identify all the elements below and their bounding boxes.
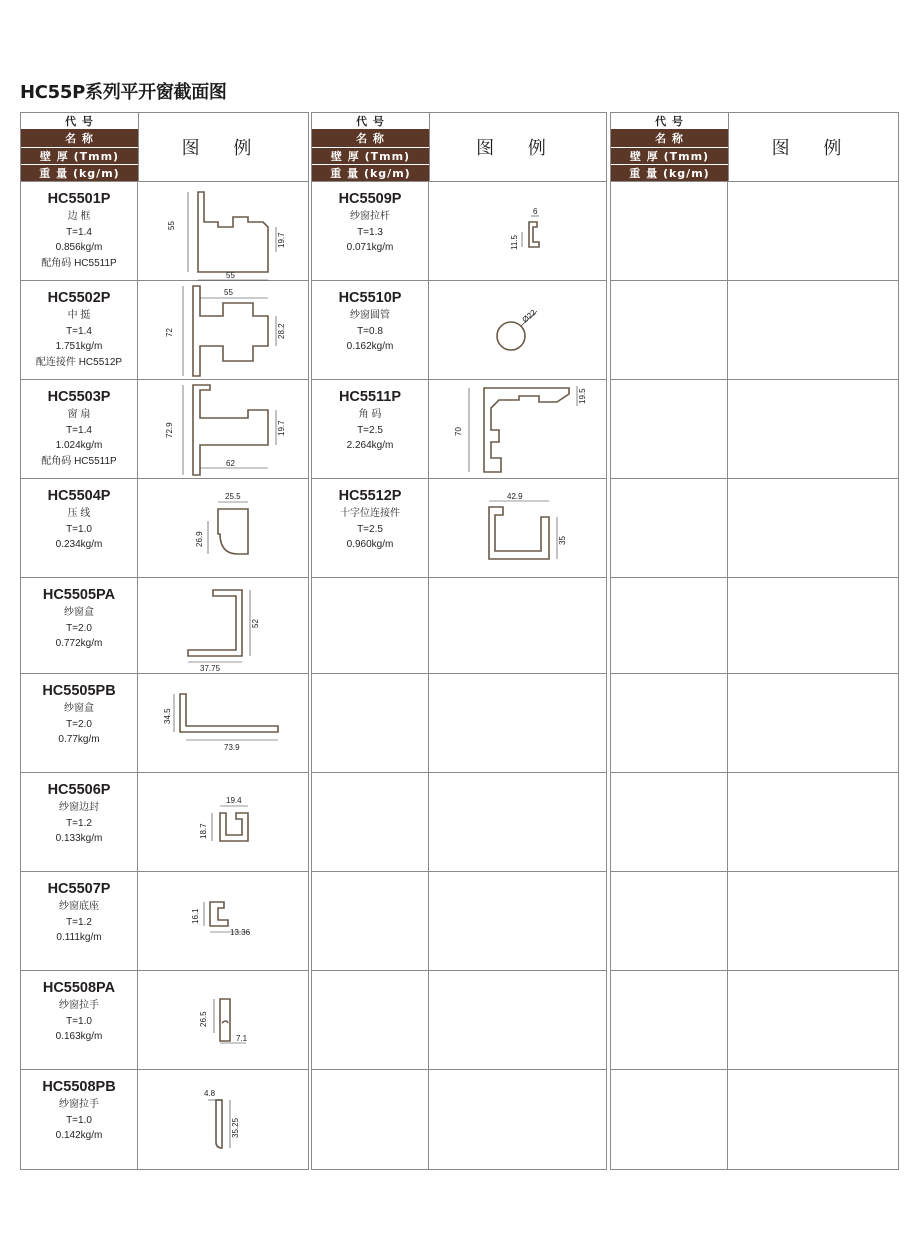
svg-text:26.5: 26.5 (199, 1011, 208, 1027)
profile-code: HC5503P (47, 389, 111, 405)
page-title: HC55P系列平开窗截面图 (20, 82, 227, 103)
profile-drawing-cell (429, 380, 606, 478)
profile-info-cell (21, 281, 138, 379)
table-row (21, 380, 308, 479)
profile-section-drawing (429, 380, 599, 479)
profile-code: HC5511P (338, 389, 402, 405)
header-weight: 重 量 (kg/m) (21, 165, 138, 181)
profile-thickness: T=1.0 (66, 1114, 92, 1126)
profile-info-cell (611, 281, 728, 379)
profile-section-drawing (138, 872, 308, 971)
profile-info-cell (21, 971, 138, 1069)
profile-thickness: T=1.4 (66, 325, 92, 337)
table-row (611, 281, 898, 380)
profile-section-drawing (138, 380, 308, 479)
profile-name: 纱窗拉手 (59, 1099, 99, 1110)
table-row (21, 182, 308, 281)
svg-text:55: 55 (224, 288, 233, 297)
table-row (611, 773, 898, 872)
profile-name: 纱窗边封 (59, 802, 99, 813)
table-row (312, 479, 606, 578)
profile-name: 纱窗盒 (64, 607, 94, 618)
profile-section-drawing (429, 182, 599, 281)
profile-info-cell (312, 578, 429, 673)
profile-drawing-cell (138, 380, 308, 478)
profile-weight: 1.024kg/m (55, 440, 103, 451)
profile-section-drawing (138, 578, 308, 674)
profile-info-cell (312, 674, 429, 772)
profile-info-cell (21, 479, 138, 577)
table-row (21, 872, 308, 971)
profile-weight: 0.234kg/m (55, 539, 103, 550)
profile-info-cell (312, 1070, 429, 1169)
profile-accessory: 配角码 HC5511P (41, 257, 117, 269)
profile-name: 窗 扇 (67, 409, 91, 420)
profile-accessory: 配连接件 HC5512P (35, 356, 123, 368)
profile-section-drawing (429, 479, 599, 578)
profile-name: 中 挺 (67, 310, 91, 321)
profile-drawing-cell (429, 1070, 606, 1169)
header-thickness: 壁 厚 (Tmm) (21, 148, 138, 165)
profile-name: 纱窗盒 (64, 703, 94, 714)
profile-info-cell (21, 773, 138, 871)
profile-weight: 0.77kg/m (58, 734, 100, 745)
profile-thickness: T=2.5 (357, 424, 383, 436)
header-name: 名 称 (312, 130, 429, 147)
profile-info-cell (312, 182, 429, 280)
profile-drawing-cell (728, 182, 898, 280)
profile-weight: 0.960kg/m (346, 539, 394, 550)
profile-thickness: T=0.8 (357, 325, 383, 337)
svg-text:35: 35 (558, 536, 567, 545)
profile-thickness: T=2.5 (357, 523, 383, 535)
table-row (312, 971, 606, 1070)
header-thickness: 壁 厚 (Tmm) (312, 148, 429, 165)
profile-info-cell (312, 479, 429, 577)
profile-info-cell (611, 182, 728, 280)
profile-weight: 1.751kg/m (55, 341, 103, 352)
svg-text:34.5: 34.5 (163, 708, 172, 724)
profile-section-drawing (138, 1070, 308, 1169)
table-header (312, 113, 606, 182)
profile-weight: 0.772kg/m (55, 638, 103, 649)
profile-drawing-cell (728, 1070, 898, 1169)
profile-thickness: T=1.3 (357, 226, 383, 238)
svg-text:72: 72 (165, 328, 174, 337)
profile-name: 纱窗拉手 (59, 1000, 99, 1011)
header-weight: 重 量 (kg/m) (312, 165, 429, 181)
table-header (21, 113, 308, 182)
profile-drawing-cell (728, 380, 898, 478)
profile-section-drawing (138, 674, 308, 773)
profile-weight: 0.111kg/m (56, 932, 102, 943)
svg-text:13.36: 13.36 (230, 928, 251, 937)
profile-info-cell (312, 380, 429, 478)
svg-text:4.8: 4.8 (204, 1089, 216, 1098)
profile-drawing-cell (728, 773, 898, 871)
table-group-1 (20, 112, 309, 1170)
profile-info-cell (21, 674, 138, 772)
profile-drawing-cell (728, 971, 898, 1069)
profile-section-drawing (138, 281, 308, 380)
table-row (312, 281, 606, 380)
profile-weight: 0.133kg/m (55, 833, 103, 844)
profile-drawing-cell (138, 773, 308, 871)
svg-text:55: 55 (167, 221, 176, 230)
profile-info-cell (611, 872, 728, 970)
profile-thickness: T=1.2 (66, 916, 92, 928)
profile-drawing-cell (429, 479, 606, 577)
profile-drawing-cell (728, 281, 898, 379)
svg-text:55: 55 (226, 271, 235, 280)
profile-name: 压 线 (67, 508, 91, 519)
profile-drawing-cell (728, 479, 898, 577)
svg-text:25.5: 25.5 (225, 492, 241, 501)
profile-thickness: T=2.0 (66, 622, 92, 634)
profile-info-cell (611, 773, 728, 871)
profile-accessory: 配角码 HC5511P (41, 455, 117, 467)
svg-text:62: 62 (226, 459, 235, 468)
profile-info-cell (611, 380, 728, 478)
profile-drawing-cell (728, 872, 898, 970)
svg-text:52: 52 (251, 619, 260, 628)
profile-section-drawing (429, 281, 599, 380)
profile-info-cell (312, 281, 429, 379)
profile-thickness: T=1.0 (66, 1015, 92, 1027)
profile-name: 纱窗拉杆 (350, 211, 390, 222)
table-row (312, 872, 606, 971)
profile-drawing-cell (138, 281, 308, 379)
profile-section-drawing (138, 971, 308, 1070)
table-row (611, 971, 898, 1070)
profile-drawing-cell (138, 971, 308, 1069)
profile-drawing-cell (429, 674, 606, 772)
profile-code: HC5504P (47, 488, 111, 504)
profile-name: 纱窗底座 (59, 901, 99, 912)
svg-text:6: 6 (533, 207, 538, 216)
profile-thickness: T=1.4 (66, 424, 92, 436)
profile-section-drawing (138, 479, 308, 578)
profile-name: 纱窗圆管 (350, 310, 390, 321)
table-row (21, 971, 308, 1070)
table-row (611, 1070, 898, 1169)
table-row (312, 182, 606, 281)
profile-weight: 0.142kg/m (55, 1130, 103, 1141)
svg-text:70: 70 (454, 427, 463, 436)
profile-drawing-cell (728, 674, 898, 772)
profile-info-cell (611, 1070, 728, 1169)
header-code: 代 号 (312, 113, 429, 130)
profile-info-cell (21, 182, 138, 280)
profile-drawing-cell (429, 773, 606, 871)
profile-code: HC5508PA (42, 980, 116, 996)
profile-drawing-cell (429, 182, 606, 280)
table-header (611, 113, 898, 182)
svg-text:42.9: 42.9 (507, 492, 523, 501)
svg-text:Ø22: Ø22 (520, 307, 538, 325)
table-row (611, 182, 898, 281)
profile-thickness: T=1.2 (66, 817, 92, 829)
profile-drawing-cell (429, 872, 606, 970)
table-row (312, 1070, 606, 1169)
profile-weight: 0.071kg/m (346, 242, 394, 253)
table-row (312, 578, 606, 674)
header-figure: 图 例 (476, 138, 560, 159)
profile-drawing-cell (429, 578, 606, 673)
table-row (611, 578, 898, 674)
header-weight: 重 量 (kg/m) (611, 165, 728, 181)
profile-weight: 0.162kg/m (346, 341, 394, 352)
profile-info-cell (611, 578, 728, 673)
profile-code: HC5501P (47, 191, 111, 207)
profile-code: HC5509P (338, 191, 402, 207)
profile-drawing-cell (728, 578, 898, 673)
svg-text:19.7: 19.7 (277, 232, 286, 248)
svg-text:73.9: 73.9 (224, 743, 240, 752)
profile-drawing-cell (138, 479, 308, 577)
table-row (21, 773, 308, 872)
profile-section-drawing (138, 182, 308, 281)
table-row (312, 380, 606, 479)
profile-code: HC5505PA (42, 587, 116, 603)
profile-info-cell (21, 1070, 138, 1169)
header-figure: 图 例 (771, 138, 856, 159)
profile-thickness: T=1.4 (66, 226, 92, 238)
svg-text:26.9: 26.9 (195, 531, 204, 547)
profile-drawing-cell (138, 872, 308, 970)
table-row (611, 872, 898, 971)
profile-weight: 0.163kg/m (55, 1031, 103, 1042)
svg-text:19.5: 19.5 (578, 388, 587, 404)
profile-drawing-cell (429, 971, 606, 1069)
table-row (611, 479, 898, 578)
svg-text:35.25: 35.25 (231, 1117, 240, 1138)
profile-info-cell (21, 872, 138, 970)
table-row (21, 281, 308, 380)
profile-info-cell (21, 380, 138, 478)
table-group-3 (610, 112, 899, 1170)
svg-text:37.75: 37.75 (200, 664, 221, 673)
header-name: 名 称 (21, 130, 138, 147)
profile-weight: 2.264kg/m (346, 440, 394, 451)
table-row (312, 674, 606, 773)
profile-thickness: T=2.0 (66, 718, 92, 730)
profile-name: 十字位连接件 (340, 508, 400, 519)
svg-text:16.1: 16.1 (191, 908, 200, 924)
profile-info-cell (312, 971, 429, 1069)
svg-text:19.4: 19.4 (226, 796, 242, 805)
table-row (611, 380, 898, 479)
profile-info-cell (611, 674, 728, 772)
table-row (21, 1070, 308, 1169)
svg-text:18.7: 18.7 (199, 823, 208, 839)
profile-section-drawing (138, 773, 308, 872)
svg-text:11.5: 11.5 (510, 235, 519, 250)
profile-thickness: T=1.0 (66, 523, 92, 535)
profile-info-cell (312, 872, 429, 970)
header-code: 代 号 (611, 113, 728, 130)
table-row (21, 578, 308, 674)
profile-code: HC5512P (338, 488, 402, 504)
profile-info-cell (21, 578, 138, 673)
profile-code: HC5506P (47, 782, 111, 798)
table-row (21, 479, 308, 578)
header-name: 名 称 (611, 130, 728, 147)
table-group-2 (311, 112, 607, 1170)
profile-drawing-cell (429, 281, 606, 379)
svg-text:72.9: 72.9 (165, 422, 174, 438)
profile-info-cell (312, 773, 429, 871)
profile-code: HC5505PB (42, 683, 116, 699)
profile-name: 角 码 (358, 409, 382, 420)
svg-text:7.1: 7.1 (236, 1034, 248, 1043)
profile-drawing-cell (138, 1070, 308, 1169)
profile-code: HC5508PB (42, 1079, 116, 1095)
table-row (312, 773, 606, 872)
header-code: 代 号 (21, 113, 138, 130)
header-figure: 图 例 (181, 138, 266, 159)
header-thickness: 壁 厚 (Tmm) (611, 148, 728, 165)
table-row (611, 674, 898, 773)
table-row (21, 674, 308, 773)
profile-drawing-cell (138, 182, 308, 280)
profile-code: HC5507P (47, 881, 111, 897)
profile-weight: 0.856kg/m (55, 242, 103, 253)
profile-info-cell (611, 971, 728, 1069)
profile-code: HC5502P (47, 290, 111, 306)
profile-drawing-cell (138, 674, 308, 772)
profile-name: 边 框 (67, 211, 91, 222)
svg-text:28.2: 28.2 (277, 323, 286, 339)
profile-drawing-cell (138, 578, 308, 673)
profile-info-cell (611, 479, 728, 577)
profile-code: HC5510P (338, 290, 402, 306)
svg-text:19.7: 19.7 (277, 420, 286, 436)
